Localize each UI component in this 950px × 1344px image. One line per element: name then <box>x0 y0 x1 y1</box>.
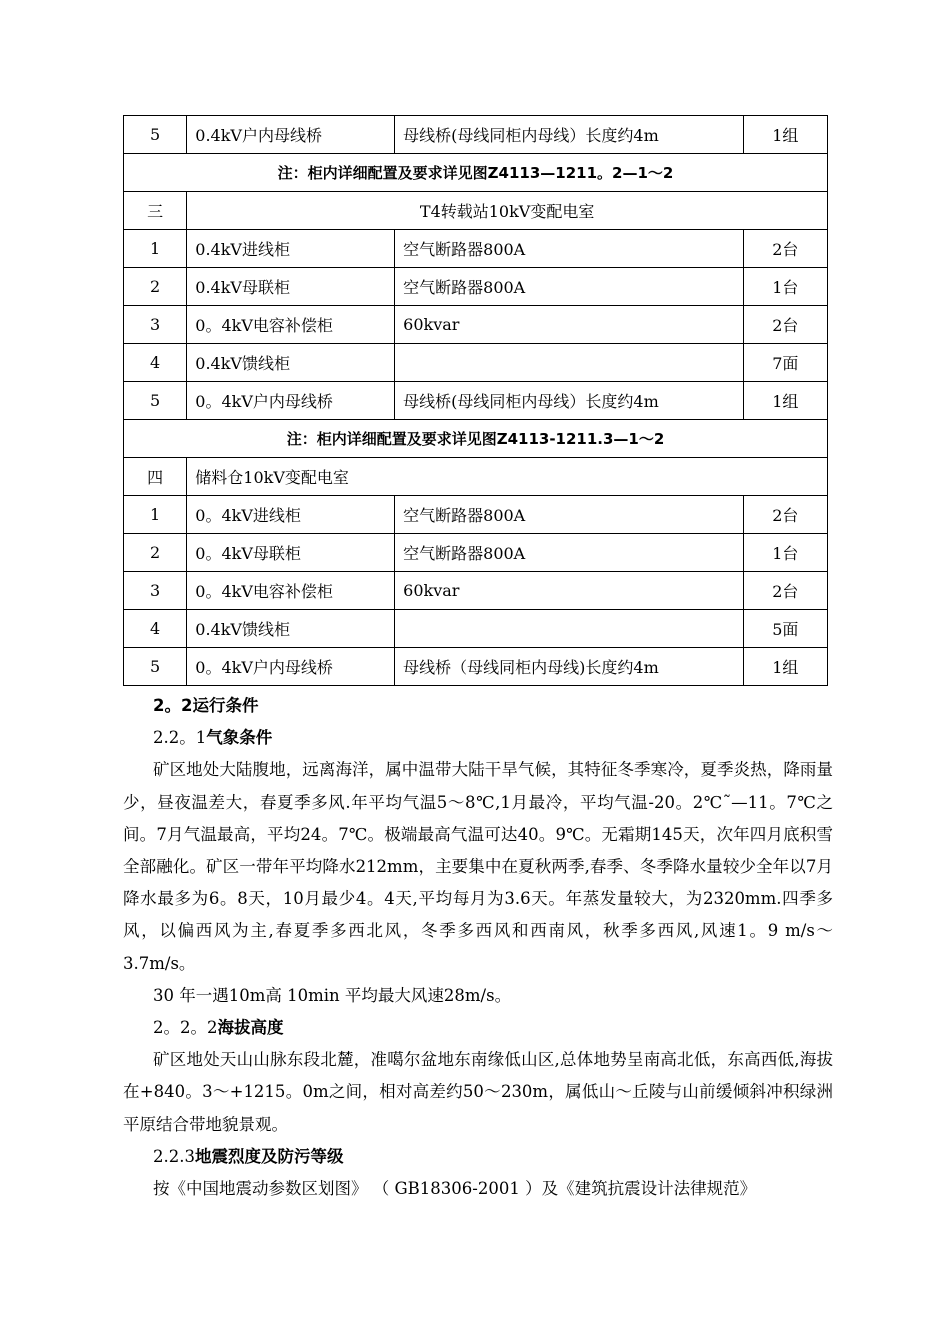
table-row <box>124 420 828 458</box>
paragraph-seismic: 按《中国地震动参数区划图》 （ GB18306-2001 ）及《建筑抗震设计法律规范》 <box>153 1179 757 1199</box>
heading-number: 2.2。1 <box>153 728 207 748</box>
equipment-spec: 母线桥(母线同柜内母线）长度约4m <box>395 116 743 154</box>
equipment-name: 0。4kV户内母线桥 <box>187 648 395 686</box>
equipment-name: 0。4kV母联柜 <box>187 534 395 572</box>
equipment-spec: 空气断路器800A <box>395 496 743 534</box>
table-note: 注：柜内详细配置及要求详见图Z4113—1211。2—1～2 <box>124 154 828 192</box>
equipment-spec <box>395 344 743 382</box>
heading-2-2-2 <box>123 1012 833 1044</box>
row-number: 5 <box>124 648 187 686</box>
section-number: 三 <box>124 192 187 230</box>
equipment-quantity: 2台 <box>743 230 827 268</box>
table-row <box>124 382 828 420</box>
table-row <box>124 572 828 610</box>
equipment-name: 0。4kV进线柜 <box>187 496 395 534</box>
equipment-name: 0。4kV户内母线桥 <box>187 382 395 420</box>
equipment-name: 0。4kV电容补偿柜 <box>187 306 395 344</box>
equipment-quantity: 7面 <box>743 344 827 382</box>
row-number: 4 <box>124 344 187 382</box>
row-number: 3 <box>124 306 187 344</box>
equipment-quantity: 1台 <box>743 268 827 306</box>
document-body <box>123 690 833 1205</box>
equipment-name: 0.4kV母联柜 <box>187 268 395 306</box>
table-row <box>124 154 828 192</box>
equipment-table <box>123 115 828 686</box>
equipment-name: 0.4kV户内母线桥 <box>187 116 395 154</box>
row-number: 1 <box>124 496 187 534</box>
section-title: 储料仓10kV变配电室 <box>187 458 828 496</box>
equipment-quantity: 2台 <box>743 496 827 534</box>
heading-2-2-3 <box>123 1141 833 1173</box>
equipment-quantity: 5面 <box>743 610 827 648</box>
equipment-table-body <box>124 116 828 686</box>
table-note: 注：柜内详细配置及要求详见图Z4113-1211.3—1～2 <box>124 420 828 458</box>
paragraph-wind: 30 年一遇10m高 10min 平均最大风速28m/s。 <box>153 985 512 1005</box>
equipment-spec <box>395 610 743 648</box>
heading-title: 气象条件 <box>206 728 273 748</box>
equipment-quantity: 1台 <box>743 534 827 572</box>
table-row <box>124 116 828 154</box>
row-number: 1 <box>124 230 187 268</box>
table-row <box>124 648 828 686</box>
table-row <box>124 496 828 534</box>
heading-number: 2.2.3 <box>153 1146 195 1166</box>
row-number: 5 <box>124 382 187 420</box>
heading-title: 地震烈度及防污等级 <box>194 1146 344 1166</box>
table-row <box>124 306 828 344</box>
equipment-spec: 60kvar <box>395 306 743 344</box>
equipment-name: 0.4kV进线柜 <box>187 230 395 268</box>
section-title: T4转载站10kV变配电室 <box>187 192 828 230</box>
table-row <box>124 192 828 230</box>
equipment-name: 0。4kV电容补偿柜 <box>187 572 395 610</box>
equipment-spec: 空气断路器800A <box>395 534 743 572</box>
heading-2-2: 2。2运行条件 <box>153 696 259 715</box>
paragraph-climate: 矿区地处大陆腹地，远离海洋，属中温带大陆干旱气候，其特征冬季寒冷，夏季炎热，降雨量少，昼夜温差大，春夏季多风.年平均气温5～8℃,1月最冷，平均气温-20。2℃˜—11。7℃之间。7月气温最高，平均24。7℃。极端最高气温可达40。9℃。无霜期145天，次年四月底积雪全部融化。矿区一带年平均降水212mm，主要集中在夏秋两季,春季、冬季降水量较少全年以7月降水最多为6。8天，10月最少4。4天,平均每月为3.6天。年蒸发量较大，为2320mm.四季多风，以偏西风为主,春夏季多西北风，冬季多西风和西南风，秋季多西风,风速1。9 m/s～3.7m/s。 <box>123 760 833 973</box>
table-row <box>124 230 828 268</box>
row-number: 4 <box>124 610 187 648</box>
table-row <box>124 344 828 382</box>
equipment-quantity: 1组 <box>743 116 827 154</box>
row-number: 5 <box>124 116 187 154</box>
heading-title: 海拔高度 <box>217 1018 284 1038</box>
table-row <box>124 610 828 648</box>
equipment-spec: 空气断路器800A <box>395 268 743 306</box>
equipment-quantity: 2台 <box>743 572 827 610</box>
equipment-quantity: 2台 <box>743 306 827 344</box>
equipment-spec: 空气断路器800A <box>395 230 743 268</box>
equipment-spec: 母线桥(母线同柜内母线）长度约4m <box>395 382 743 420</box>
section-number: 四 <box>124 458 187 496</box>
row-number: 3 <box>124 572 187 610</box>
equipment-name: 0.4kV馈线柜 <box>187 610 395 648</box>
equipment-spec: 60kvar <box>395 572 743 610</box>
table-row <box>124 458 828 496</box>
paragraph-altitude: 矿区地处天山山脉东段北麓，准噶尔盆地东南缘低山区,总体地势呈南高北低，东高西低,海拔在+840。3～+1215。0m之间，相对高差约50～230m，属低山～丘陵与山前缓倾斜冲积绿洲平原结合带地貌景观。 <box>123 1050 833 1134</box>
table-row <box>124 268 828 306</box>
equipment-quantity: 1组 <box>743 382 827 420</box>
equipment-spec: 母线桥（母线同柜内母线)长度约4m <box>395 648 743 686</box>
heading-number: 2。2。2 <box>153 1018 218 1038</box>
equipment-quantity: 1组 <box>743 648 827 686</box>
table-row <box>124 534 828 572</box>
row-number: 2 <box>124 534 187 572</box>
row-number: 2 <box>124 268 187 306</box>
heading-2-2-1 <box>123 722 833 754</box>
equipment-name: 0.4kV馈线柜 <box>187 344 395 382</box>
